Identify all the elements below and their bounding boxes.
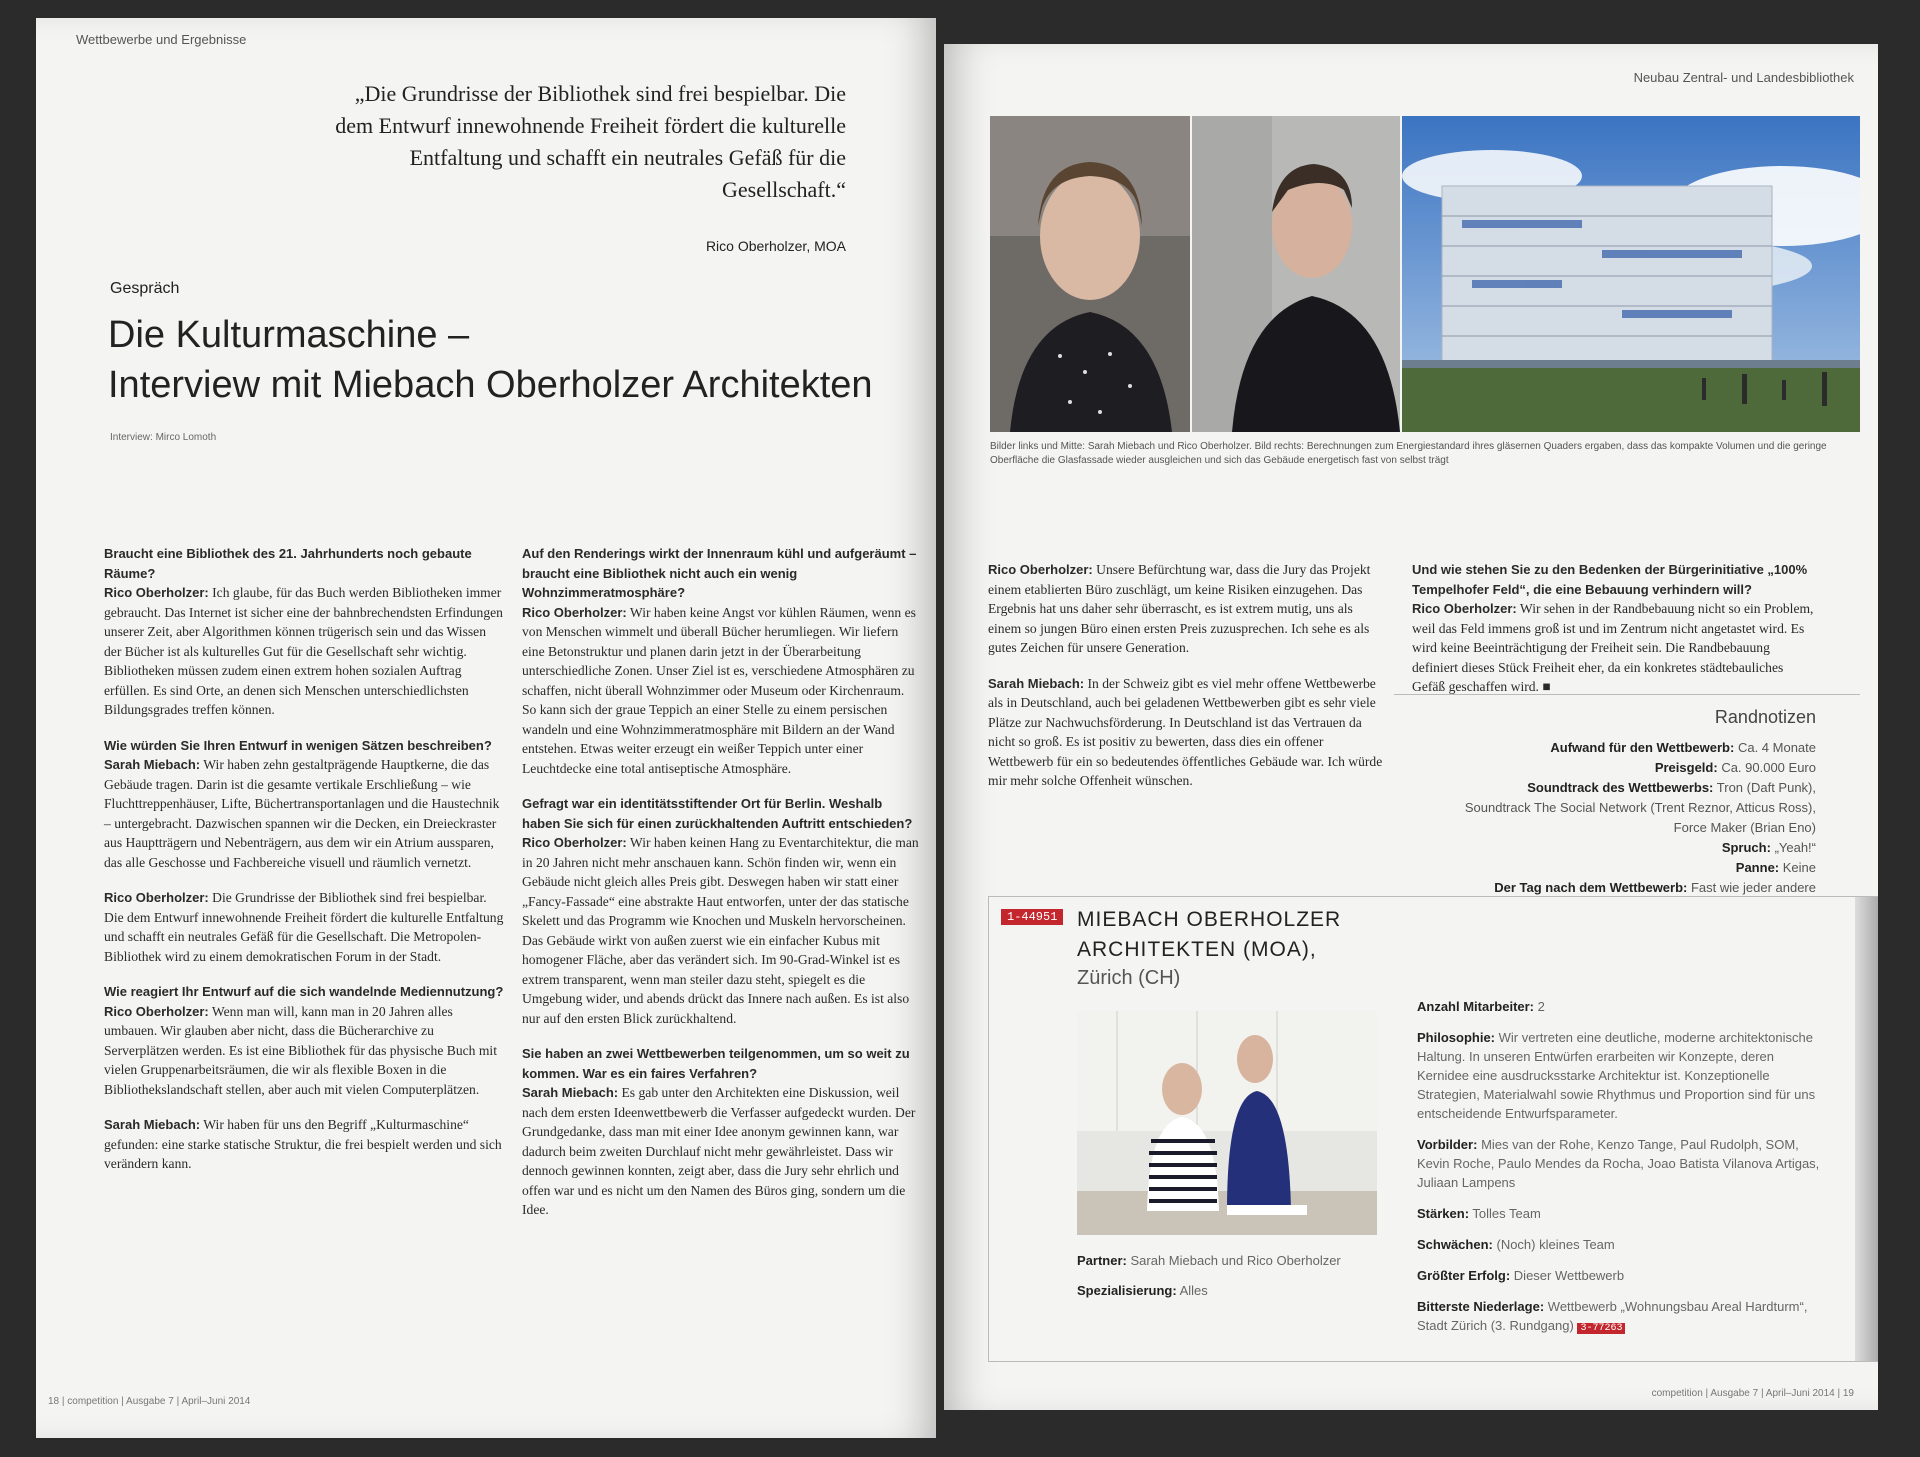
portrait-woman-image: [990, 116, 1190, 432]
portrait-photo-sarah: [990, 116, 1190, 432]
headline: [108, 310, 908, 410]
portrait-photo-rico: [1192, 116, 1400, 432]
text-column-1: [104, 544, 504, 1190]
building-rendering-image: [1402, 116, 1860, 432]
headline-line-1: Die Kulturmaschine –: [108, 314, 470, 356]
page-edge-shade: [1855, 897, 1878, 1361]
paragraph: Braucht eine Bibliothek des 21. Jahrhunderts noch gebaute Räume? Rico Oberholzer: Ich glaube, für das Buch werden Bibliotheken immer gebraucht. Das Internet ist sicher eine der bahnbrechendsten Erfindungen unserer Zeit, aber Algorithmen können trügerisch sein und das Wissen der Bücher ist als kulturelles Gut für die Gesellschaft sehr wichtig. Bibliotheken müssen zudem einen extrem hohen sozialen Auftrag erfüllen. Es sind Orte, an denen sich Menschen unterschiedlichsten Bildungsgrades treffen können.: [104, 546, 503, 717]
headline-line-2: Interview mit Miebach Oberholzer Architekten: [108, 364, 873, 406]
firm-city: Zürich (CH): [1077, 967, 1181, 989]
paragraph: Rico Oberholzer: Die Grundrisse der Bibliothek sind frei bespielbar. Die dem Entwurf innewohnende Freiheit fördert die kulturelle Entfaltung und schafft ein neutrales Gefäß für die Gesellschaft. Die Metropolen-Bibliothek wird zu einem demokratischen Forum in der Stadt.: [104, 890, 504, 964]
left-page: [36, 18, 936, 1438]
paragraph: Auf den Renderings wirkt der Innenraum kühl und aufgeräumt – braucht eine Bibliothek nicht auch ein wenig Wohnzimmeratmosphäre? Rico Oberholzer: Wir haben keine Angst vor kühlen Räumen, wenn es von Menschen wimmelt und überall Bücher herumliegen. Wir liefern eine Betonstruktur und planen darin jetzt in der Überarbeitung unterschiedliche Zonen. Unser Ziel ist es, verschiedene Atmosphären zu schaffen, nicht überall Wohnzimmer oder Museum oder Kirchenraum. So kann sich der graue Teppich an einer Stelle zu einem persischen wandeln und eine Wohnzimmeratmosphäre mit Bildern an der Wand entstehen. Etwas weiter erzeugt ein weißer Teppich unter einer Leuchtdecke eine total antiseptische Atmosphäre.: [522, 546, 917, 776]
pull-quote-author: Rico Oberholzer, MOA: [705, 238, 846, 254]
randnotiz-row: Aufwand für den Wettbewerb: Ca. 4 Monate: [1550, 740, 1816, 755]
paragraph: Sie haben an zwei Wettbewerben teilgenommen, um so weit zu kommen. War es ein faires Verfahren? Sarah Miebach: Es gab unter den Architekten eine Diskussion, weil nach dem ersten Ideenwettbewerb die Verfasser aufgedeckt wurden. Der Grundgedanke, dass man mit einer Idee anonym gewinnen kann, war dadurch beim zweiten Durchlauf nicht mehr gewährleistet. Dass wir dennoch gewinnen konnten, zeigt aber, dass die Jury sehr ehrlich und offen war und es nicht um den Namen des Büros ging, sondern um die Idee.: [522, 1046, 916, 1217]
fact-row: Anzahl Mitarbeiter: 2: [1417, 999, 1545, 1014]
competition-id-badge: 1-44951: [1001, 909, 1063, 925]
page-folio: 18 | competition | Ausgabe 7 | April–Juni 2014: [48, 1396, 251, 1407]
fact-row: Philosophie: Wir vertreten eine deutliche, moderne architektonische Haltung. In unseren Entwürfen erarbeiten wir Konzepte, deren Kernidee eine ausdrucksstarke Architektur ist. Konzeptionelle Strategien, Materialwahl sowie Rhythmus und Proportion sind für uns entscheidende Entwurfsparameter.: [1417, 1030, 1816, 1121]
page-folio: competition | Ausgabe 7 | April–Juni 2014 | 19: [1651, 1388, 1854, 1399]
text-column-4: [1412, 560, 1818, 713]
fact-row: Größter Erfolg: Dieser Wettbewerb: [1417, 1268, 1625, 1283]
photo-caption: Bilder links und Mitte: Sarah Miebach und Rico Oberholzer. Bild rechts: Berechnungen zum Energiestandard ihres gläsernen Quaders ergaben, dass das kompakte Volumen und die geringe Oberfläche die Glasfassade wieder ausgleichen und sich das Gebäude energetisch fast von selbst trägt: [990, 441, 1827, 466]
firm-profile-box: [988, 896, 1878, 1362]
firm-name: MIEBACH OBERHOLZER ARCHITEKTEN (MOA),: [1077, 908, 1342, 961]
paragraph: Und wie stehen Sie zu den Bedenken der Bürgerinitiative „100% Tempelhofer Feld“, die eine Bebauung verhindern will? Rico Oberholzer: Wir sehen in der Randbebauung nicht so ein Problem, weil das Feld immens groß ist und im Zentrum nicht angetastet wird. Es wird keine Beeinträchtigung der Freiheit sein. Die Randbebauung definiert dieses Stück Freiheit eher, da ein konkretes städtebauliches Gefäß geschaffen wird. ■: [1412, 562, 1814, 694]
running-head: Wettbewerbe und Ergebnisse: [76, 32, 247, 47]
paragraph: Wie reagiert Ihr Entwurf auf die sich wandelnde Mediennutzung? Rico Oberholzer: Wenn man will, kann man in 20 Jahren alles umbauen. Wir glauben aber nicht, dass die Bücherarchive zu Serverplätzen werden. Es ist eine Bibliothek für das physische Buch mit vielen Gruppenarbeitsräumen, die wir als flexible Boxen in die Bibliothekslandschaft stellen, aber auch mit vielen Computerplätzen.: [104, 984, 504, 1097]
fact-row: Vorbilder: Mies van der Rohe, Kenzo Tange, Paul Rudolph, SOM, Kevin Roche, Paulo Mendes da Rocha, Joao Batista Vilanova Artigas, Juliaan Lampens: [1417, 1137, 1820, 1190]
pull-quote: „Die Grundrisse der Bibliothek sind frei bespielbar. Die dem Entwurf innewohnende Freiheit fördert die kulturelle Entfaltung und schafft ein neutrales Gefäß für die Gesellschaft.“: [335, 81, 846, 202]
right-page: [944, 44, 1878, 1410]
firm-facts: [1417, 997, 1823, 1338]
paragraph: Sarah Miebach: Wir haben für uns den Begriff „Kulturmaschine“ gefunden: eine starke statische Struktur, die frei bespielt werden und sich verändern kann.: [104, 1117, 502, 1171]
randnotiz-row: Preisgeld: Ca. 90.000 Euro: [1654, 760, 1816, 775]
randnotiz-row: Der Tag nach dem Wettbewerb: Fast wie jeder andere: [1494, 880, 1816, 895]
running-head: Neubau Zentral- und Landesbibliothek: [1633, 70, 1854, 85]
randnotiz-row: Spruch: „Yeah!“: [1721, 840, 1816, 855]
team-photo: [1077, 1011, 1377, 1235]
specialization-row: Spezialisierung: Alles: [1077, 1283, 1208, 1298]
randnotiz-row: Soundtrack The Social Network (Trent Reznor, Atticus Ross),: [1464, 800, 1816, 815]
kicker: Gespräch: [110, 280, 180, 297]
randnotiz-row: Panne: Keine: [1735, 860, 1816, 875]
paragraph: Wie würden Sie Ihren Entwurf in wenigen Sätzen beschreiben? Sarah Miebach: Wir haben zehn gestaltprägende Hauptkerne, die das Gebäude tragen. Darin ist die gesamte vertikale Erschließung – wie Fluchttreppenhäuser, Lifte, Büchertransportanlagen und die Haustechnik – untergebracht. Dazwischen spannen wir die Decken, ein Dreieckraster aus Hauptträgern und Nebenträgern, aus dem wir ein Atrium aussparen, das alle Geschosse und Fachbereiche visuell und räumlich vernetzt.: [104, 737, 500, 870]
portrait-man-image: [1192, 116, 1400, 432]
interview-credit: Interview: Mirco Lomoth: [110, 432, 217, 443]
paragraph: Sarah Miebach: In der Schweiz gibt es viel mehr offene Wettbewerbe als in Deutschland, auch bei geladenen Wettbewerben gibt es sehr viele Plätze zur Nachwuchsförderung. In Deutschland ist das Vertrauen da nicht so groß. Es ist positiv zu bewerten, dass dies ein offener Wettbewerb für ein so bedeutendes öffentliches Gebäude war. Ich würde mir mehr solche Offenheit wünschen.: [988, 675, 1383, 788]
randnotiz-row: Force Maker (Brian Eno): [1673, 820, 1816, 835]
randnotiz-row: Soundtrack des Wettbewerbs: Tron (Daft Punk),: [1527, 780, 1816, 795]
library-rendering: [1402, 116, 1860, 432]
text-column-2: [522, 544, 920, 1236]
fact-row: Bitterste Niederlage: Wettbewerb „Wohnungsbau Areal Hardturm“, Stadt Zürich (3. Rundgang) 3-77263: [1417, 1299, 1808, 1334]
text-column-3: [988, 560, 1388, 807]
paragraph: Rico Oberholzer: Unsere Befürchtung war, dass die Jury das Projekt einem etablierten Büro zuschlägt, um keine Risiken einzugehen. Das Ergebnis hat uns daher sehr überrascht, es ist extrem mutig, uns als einem so jungen Büro einen ersten Preis zuzusprechen. Ich sehe es als gutes Zeichen für unsere Generation.: [988, 562, 1371, 655]
fact-row: Schwächen: (Noch) kleines Team: [1417, 1237, 1615, 1252]
reference-badge: 3-77263: [1577, 1323, 1625, 1334]
randnotizen-title: Randnotizen: [1714, 707, 1816, 727]
paragraph: Gefragt war ein identitätsstiftender Ort für Berlin. Weshalb haben Sie sich für einen zurückhaltenden Auftritt entschieden? Rico Oberholzer: Wir haben keinen Hang zu Eventarchitektur, die man in 20 Jahren nicht mehr anschauen kann. Schön finden wir, wenn ein Gebäude nicht gleich alles Preis gibt. Deswegen haben wir statt einer „Fancy-Fassade“ eine abstrakte Haut entworfen, unter der das statische Skelett und das Programm wie Knochen und Muskeln hervorscheinen. Das Gebäude wirkt von außen zuerst wie ein einfacher Kubus mit homogener Fläche, aber das verändert sich. Im 90-Grad-Winkel ist es extrem transparent, wenn man steiler dazu steht, spiegelt es die Umgebung wider, und abends drückt das Innere nach außen. Es ist also nur auf den ersten Blick zurückhaltend.: [522, 796, 919, 1026]
fact-row: Stärken: Tolles Team: [1417, 1206, 1541, 1221]
partner-row: Partner: Sarah Miebach und Rico Oberholzer: [1077, 1253, 1341, 1268]
team-photo-image: [1077, 1011, 1377, 1235]
